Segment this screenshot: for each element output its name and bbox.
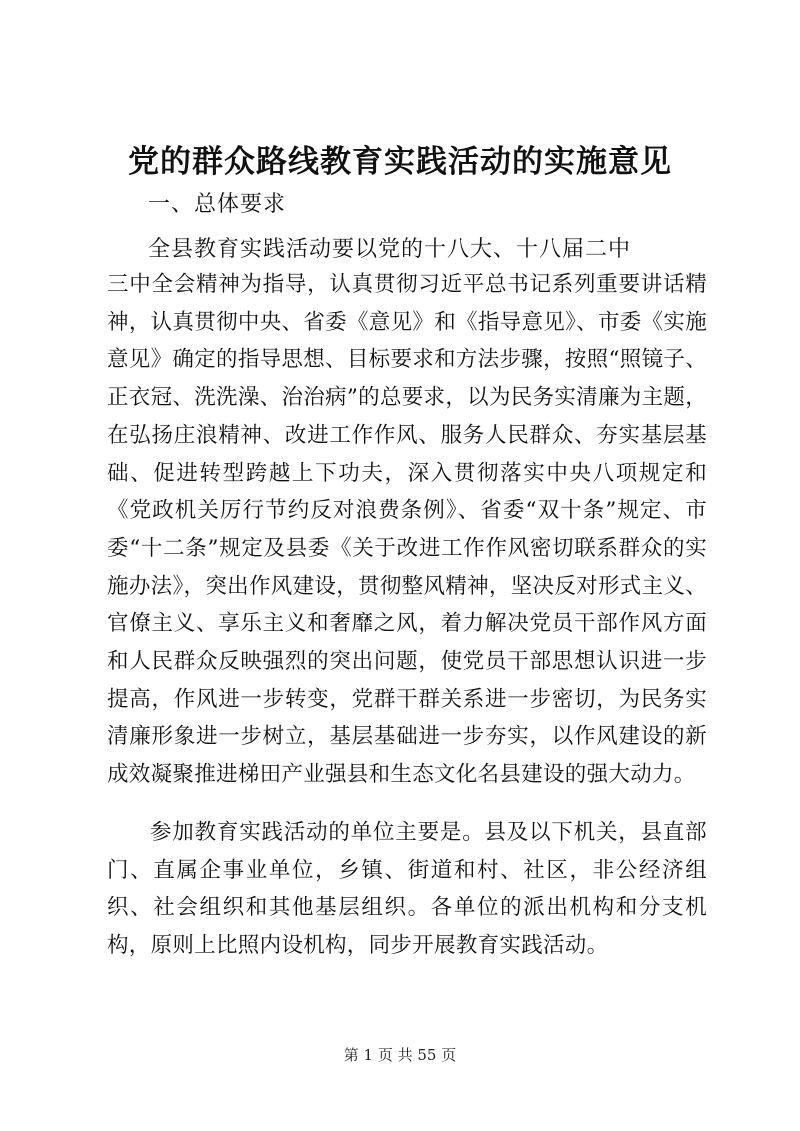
page-title: 党的群众路线教育实践活动的实施意见 <box>128 144 672 180</box>
lead-line: 全县教育实践活动要以党的十八大、十八届二中 <box>148 237 632 262</box>
page-number-footer: 第 1 页 共 55 页 <box>343 1046 457 1064</box>
body-paragraph-1: 三中全会精神为指导，认真贯彻习近平总书记系列重要讲话精神，认真贯彻中央、省委《意见》和《指导意见》、市委《实施意见》确定的指导思想、目标要求和方法步骤，按照“照镜子、正衣冠、洗洗澡、治治病”的总要求，以为民务实清廉为主题，在弘扬庄浪精神、改进工作作风、服务人民群众、夯实基层基础、促进转型跨越上下功夫，深入贯彻落实中央八项规定和《党政机关厉行节约反对浪费条例》、省委“双十条”规定、市委“十二条”规定及县委《关于改进工作作风密切联系群众的实施办法》，突出作风建设，贯彻整风精神，坚决反对形式主义、官僚主义、享乐主义和奢靡之风，着力解决党员干部作风方面和人民群众反映强烈的突出问题，使党员干部思想认识进一步提高，作风进一步转变，党群干群关系进一步密切，为民务实清廉形象进一步树立，基层基础进一步夯实，以作风建设的新成效凝聚推进梯田产业强县和生态文化名县建设的强大动力。 <box>107 272 707 788</box>
body-paragraph-2: 参加教育实践活动的单位主要是。县及以下机关，县直部门、直属企事业单位，乡镇、街道和村、社区，非公经济组织、社会组织和其他基层组织。各单位的派出机构和分支机构，原则上比照内设机构，同步开展教育实践活动。 <box>107 820 707 959</box>
section-heading: 一、总体要求 <box>148 192 287 217</box>
